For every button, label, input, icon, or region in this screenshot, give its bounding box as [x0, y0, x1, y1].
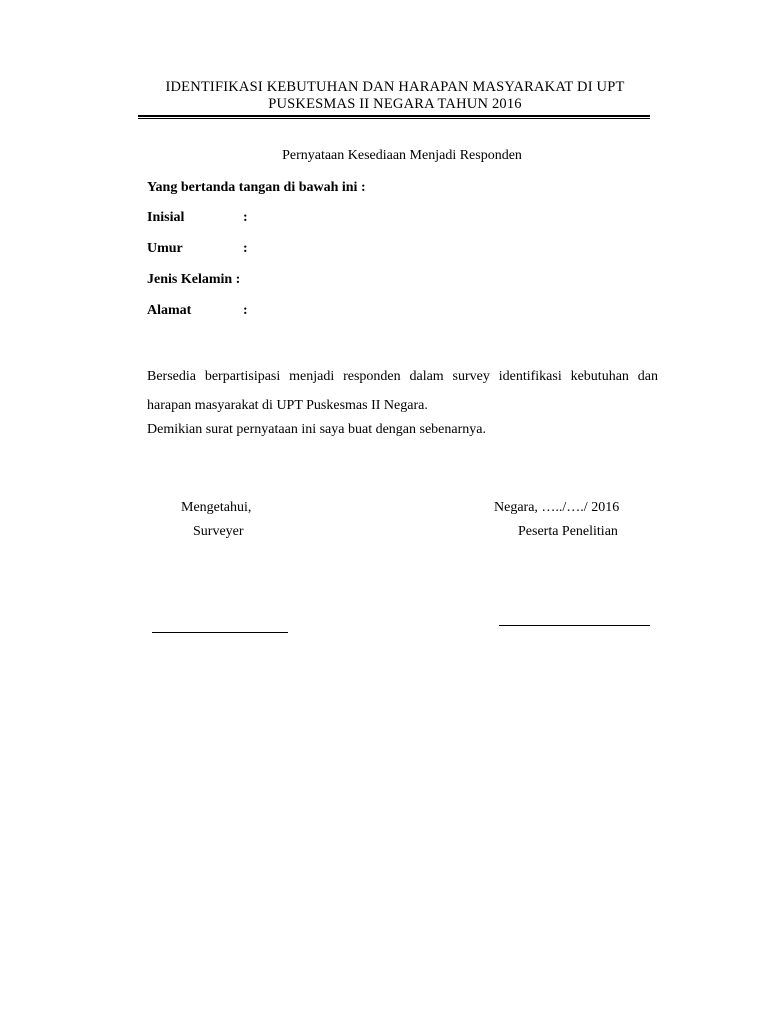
closing-sentence: Demikian surat pernyataan ini saya buat dengan sebenarnya.	[147, 422, 486, 437]
field-label-inisial: Inisial	[147, 210, 185, 225]
signature-left-known: Mengetahui,	[181, 500, 252, 515]
signature-left-role: Surveyer	[193, 524, 244, 539]
field-colon-inisial: :	[243, 210, 248, 225]
document-title-line-2: PUSKESMAS II NEGARA TAHUN 2016	[268, 96, 522, 112]
signature-right-date: Negara, …../…./ 2016	[494, 500, 620, 515]
consent-paragraph: Bersedia berpartisipasi menjadi responden dalam survey identifikasi kebutuhan dan harapan masyarakat di UPT Puskesmas II Negara.	[147, 369, 658, 413]
signature-line-left	[152, 632, 288, 633]
statement-intro: Yang bertanda tangan di bawah ini :	[147, 180, 366, 195]
signature-right-role: Peserta Penelitian	[518, 524, 618, 539]
field-label-umur: Umur	[147, 241, 183, 256]
field-colon-umur: :	[243, 241, 248, 256]
document-title-line-1: IDENTIFIKASI KEBUTUHAN DAN HARAPAN MASYARAKAT DI UPT	[165, 79, 625, 95]
header-rule-thick	[138, 115, 650, 117]
field-label-alamat: Alamat	[147, 303, 192, 318]
field-colon-alamat: :	[243, 303, 248, 318]
statement-subtitle: Pernyataan Kesediaan Menjadi Responden	[282, 148, 522, 163]
header-rule-thin	[138, 118, 650, 119]
signature-line-right	[499, 625, 650, 626]
field-label-jenis-kelamin: Jenis Kelamin :	[147, 272, 241, 287]
